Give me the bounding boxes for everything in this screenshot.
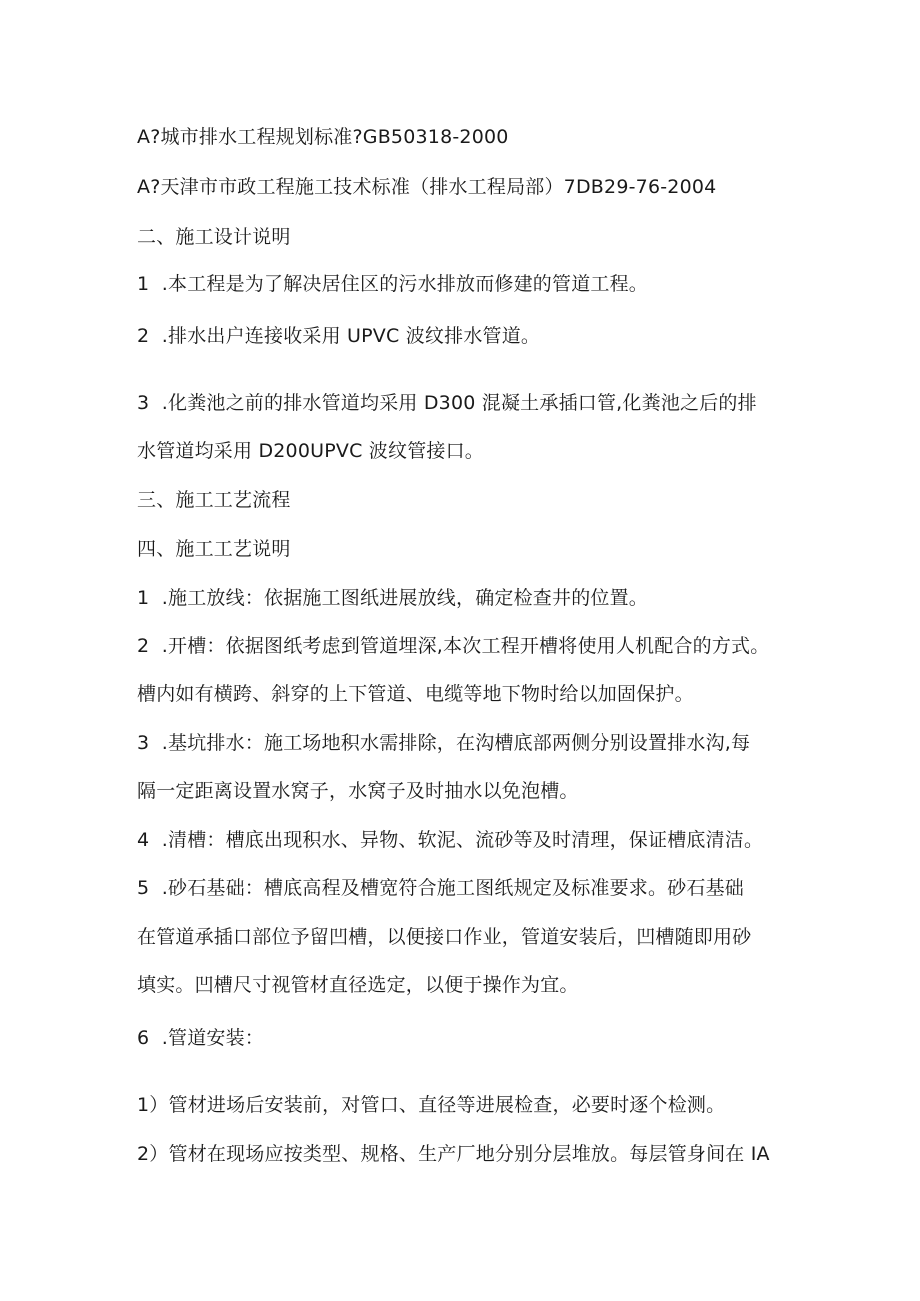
text-line-standard-2: A?天津市市政工程施工技术标准（排水工程局部）7DB29-76-2004 [137, 176, 717, 198]
text-line-process-5a: 5 .砂石基础：槽底高程及槽宽符合施工图纸规定及标准要求。砂石基础 [137, 877, 745, 899]
text-line-design-1: 1 .本工程是为了解决居住区的污水排放而修建的管道工程。 [137, 273, 649, 295]
section-heading-2: 二、施工设计说明 [137, 226, 291, 248]
text-line-process-3b: 隔一定距离设置水窝子，水窝子及时抽水以免泡槽。 [137, 780, 579, 802]
text-line-install-1: 1）管材进场后安装前，对管口、直径等进展检查，必要时逐个检测。 [137, 1094, 726, 1116]
section-heading-3: 三、施工工艺流程 [137, 489, 291, 511]
text-line-design-3b: 水管道均采用 D200UPVC 波纹管接口。 [137, 440, 485, 462]
text-line-process-2a: 2 .开槽：依据图纸考虑到管道埋深,本次工程开槽将使用人机配合的方式。 [137, 635, 770, 657]
text-line-process-6: 6 .管道安装： [137, 1027, 265, 1049]
section-heading-4: 四、施工工艺说明 [137, 538, 291, 560]
text-line-design-3a: 3 .化粪池之前的排水管道均采用 D300 混凝土承插口管,化粪池之后的排 [137, 392, 757, 414]
text-line-process-2b: 槽内如有横跨、斜穿的上下管道、电缆等地下物时给以加固保护。 [137, 683, 694, 705]
text-line-install-2: 2）管材在现场应按类型、规格、生产厂地分别分层堆放。每层管身间在 IA [137, 1143, 770, 1165]
text-line-design-2: 2 .排水出户连接收采用 UPVC 波纹排水管道。 [137, 325, 541, 347]
text-line-process-3a: 3 .基坑排水：施工场地积水需排除，在沟槽底部两侧分别设置排水沟,每 [137, 732, 751, 754]
text-line-process-5b: 在管道承插口部位予留凹槽，以便接口作业，管道安装后，凹槽随即用砂 [137, 926, 752, 948]
text-line-process-1: 1 .施工放线：依据施工图纸进展放线，确定检查井的位置。 [137, 587, 649, 609]
text-line-process-5c: 填实。凹槽尺寸视管材直径选定，以便于操作为宜。 [137, 974, 579, 996]
text-line-process-4: 4 .清槽：槽底出现积水、异物、软泥、流砂等及时清理，保证槽底清洁。 [137, 829, 764, 851]
text-line-standard-1: A?城市排水工程规划标准?GB50318-2000 [137, 126, 509, 148]
